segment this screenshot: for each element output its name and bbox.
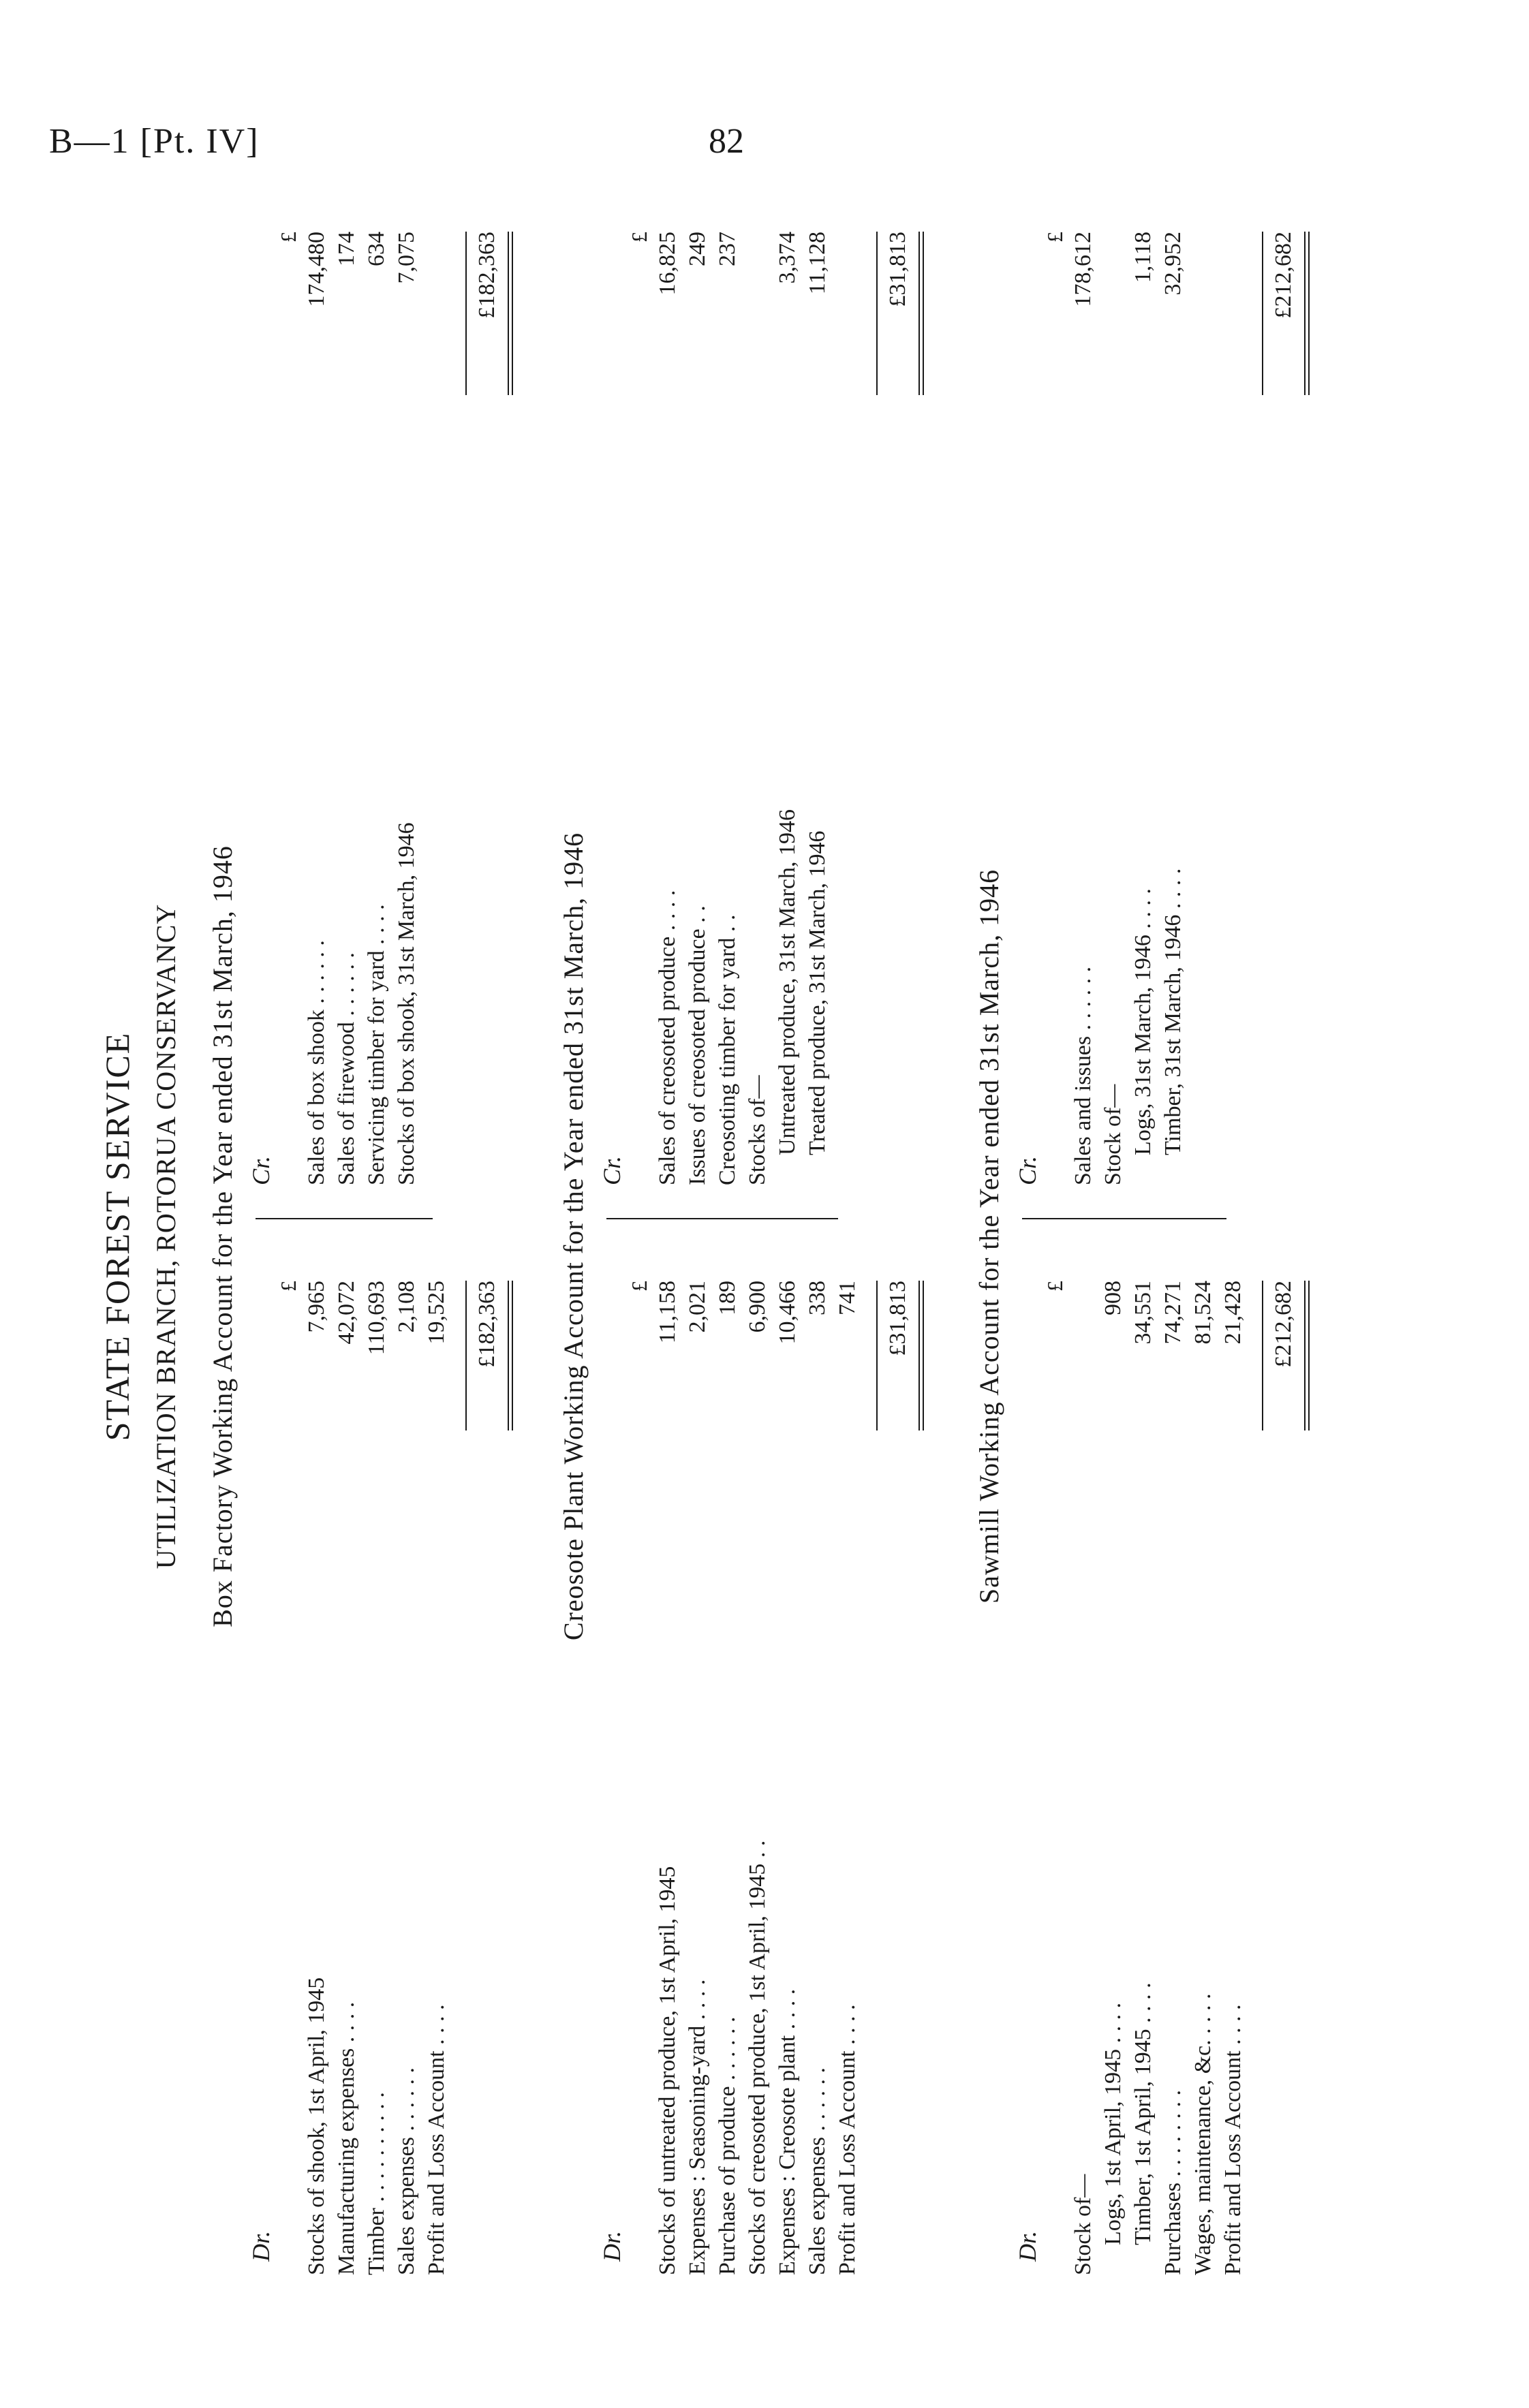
row-label: Stocks of creosoted produce, 1st April, 1945 . . xyxy=(745,1840,770,2275)
row-amount: 81,524 xyxy=(1190,1281,1216,1345)
row-amount: 10,466 xyxy=(775,1281,800,1345)
row-label: Logs, 31st March, 1946 . . . . xyxy=(1130,888,1156,1155)
total-amount: £31,813 xyxy=(885,1281,910,1356)
ledger-row xyxy=(713,1240,743,2275)
row-label: Purchases . . . . . . . . xyxy=(1160,2090,1186,2275)
ledger-row xyxy=(1128,1240,1158,2275)
row-label: Treated produce, 31st March, 1946 xyxy=(805,830,830,1155)
total-amount: £212,682 xyxy=(1271,232,1296,319)
row-label: Profit and Loss Account . . . . xyxy=(835,2004,860,2275)
credit-total xyxy=(1255,232,1310,395)
page-number: 82 xyxy=(709,122,744,161)
currency-heading: £ xyxy=(1042,232,1067,243)
row-amount: 2,021 xyxy=(685,1281,710,1333)
row-amount: 16,825 xyxy=(655,232,680,296)
row-label: Timber . . . . . . . . . . xyxy=(364,2092,389,2275)
row-amount: 42,072 xyxy=(334,1281,359,1345)
section-title: Creosote Plant Working Account for the Year ended 31st March, 1946 xyxy=(558,832,589,1641)
page-reference: B—1 [Pt. IV] xyxy=(49,122,260,161)
row-amount: 6,900 xyxy=(745,1281,770,1333)
ledger-row xyxy=(743,1240,773,2275)
ledger-row xyxy=(1068,198,1098,1185)
row-amount: 110,693 xyxy=(364,1281,389,1356)
ledger-row xyxy=(833,1240,863,2275)
row-label: Wages, maintenance, &c. . . . . xyxy=(1190,1993,1216,2275)
row-label: Sales expenses . . . . . . xyxy=(805,2067,830,2275)
row-amount: 32,952 xyxy=(1160,232,1186,296)
ledger-row xyxy=(1158,1240,1188,2275)
row-amount: 338 xyxy=(805,1281,830,1315)
row-label: Sales expenses . . . . . . xyxy=(394,2067,419,2275)
credit-total xyxy=(869,232,924,395)
ledger-row xyxy=(1128,198,1158,1185)
debit-total xyxy=(459,1281,513,1430)
ledger-row xyxy=(1098,198,1128,1185)
total-amount: £182,363 xyxy=(474,232,499,319)
currency-heading: £ xyxy=(627,1281,651,1292)
debit-total xyxy=(1255,1281,1310,1430)
row-label: Timber, 31st March, 1946 . . . . xyxy=(1160,868,1186,1155)
ledger-row xyxy=(422,1240,452,2275)
total-amount: £182,363 xyxy=(474,1281,499,1368)
row-amount: 34,551 xyxy=(1130,1281,1156,1345)
row-amount: 174,480 xyxy=(304,232,329,307)
rotated-page-content xyxy=(89,170,1296,2302)
ledger-row xyxy=(773,198,803,1185)
row-amount: 11,158 xyxy=(655,1281,680,1344)
ledger-row xyxy=(1218,1240,1248,2275)
ledger-row xyxy=(683,198,713,1185)
total-amount: £212,682 xyxy=(1271,1281,1296,1368)
row-amount: 634 xyxy=(364,232,389,266)
row-label: Sales of firewood . . . . . . xyxy=(334,952,359,1185)
currency-heading: £ xyxy=(627,232,651,243)
row-amount: 19,525 xyxy=(424,1281,449,1345)
ledger-row xyxy=(1068,1240,1098,2275)
row-label: Untreated produce, 31st March, 1946 xyxy=(775,809,800,1155)
ledger-row xyxy=(743,198,773,1185)
row-label: Stocks of untreated produce, 1st April, 1945 xyxy=(655,1866,680,2275)
credit-total xyxy=(459,232,513,395)
row-amount: 741 xyxy=(835,1281,860,1315)
ledger-row xyxy=(362,198,392,1185)
row-amount: 174 xyxy=(334,232,359,266)
document-title: STATE FOREST SERVICE xyxy=(98,1031,136,1441)
row-amount: 7,075 xyxy=(394,232,419,284)
section-title: Box Factory Working Account for the Year ended 31st March, 1946 xyxy=(207,845,238,1627)
row-amount: 249 xyxy=(685,232,710,266)
row-amount: 189 xyxy=(715,1281,740,1315)
row-label: Sales of creosoted produce . . . . xyxy=(655,890,680,1185)
ledger-row xyxy=(302,198,332,1185)
ledger-row xyxy=(1188,1240,1218,2275)
ledger-row xyxy=(713,198,743,1185)
row-label: Sales of box shook . . . . . . xyxy=(304,940,329,1185)
box-factory-account xyxy=(208,170,508,2302)
row-label: Timber, 1st April, 1945 . . . . xyxy=(1130,1982,1156,2245)
ledger-row xyxy=(683,1240,713,2275)
row-label: Logs, 1st April, 1945 . . . . xyxy=(1100,2002,1126,2245)
row-label: Issues of creosoted produce . . xyxy=(685,905,710,1185)
row-amount: 74,271 xyxy=(1160,1281,1186,1345)
ledger-row xyxy=(653,1240,683,2275)
ledger-row xyxy=(1158,198,1188,1185)
row-label: Creosoting timber for yard . . xyxy=(715,914,740,1185)
row-amount: 7,965 xyxy=(304,1281,329,1333)
ledger-row xyxy=(392,198,422,1185)
section-title: Sawmill Working Account for the Year ended 31st March, 1946 xyxy=(974,869,1004,1604)
row-label: Stock of— xyxy=(1100,1084,1126,1185)
credit-heading: Cr. xyxy=(598,1155,626,1185)
creosote-plant-account xyxy=(559,170,927,2302)
ledger-row xyxy=(773,1240,803,2275)
ledger-row xyxy=(332,198,362,1185)
credit-heading: Cr. xyxy=(247,1155,275,1185)
row-label: Purchase of produce . . . . . . xyxy=(715,2016,740,2275)
column-divider xyxy=(1022,1218,1226,1219)
column-divider xyxy=(256,1218,433,1219)
row-label: Stocks of— xyxy=(745,1075,770,1185)
credit-heading: Cr. xyxy=(1014,1155,1041,1185)
row-label: Expenses : Creosote plant . . . . xyxy=(775,1988,800,2275)
ledger-row xyxy=(1098,1240,1128,2275)
currency-heading: £ xyxy=(276,232,300,243)
row-label: Profit and Loss Account . . . . xyxy=(1220,2004,1246,2275)
column-divider xyxy=(606,1218,838,1219)
row-amount: 2,108 xyxy=(394,1281,419,1333)
ledger-row xyxy=(803,1240,833,2275)
ledger-row xyxy=(362,1240,392,2275)
row-amount: 178,612 xyxy=(1070,232,1096,307)
ledger-row xyxy=(392,1240,422,2275)
row-amount: 908 xyxy=(1100,1281,1126,1315)
row-amount: 11,128 xyxy=(805,232,830,295)
currency-heading: £ xyxy=(276,1281,300,1292)
total-amount: £31,813 xyxy=(885,232,910,307)
row-label: Expenses : Seasoning-yard . . . . xyxy=(685,1979,710,2275)
row-label: Stocks of box shook, 31st March, 1946 xyxy=(394,822,419,1185)
row-amount: 21,428 xyxy=(1220,1281,1246,1345)
row-amount: 1,118 xyxy=(1130,232,1156,283)
ledger-row xyxy=(653,198,683,1185)
debit-heading: Dr. xyxy=(598,2230,626,2262)
ledger-row xyxy=(302,1240,332,2275)
debit-total xyxy=(869,1281,924,1430)
row-label: Sales and issues . . . . . . xyxy=(1070,966,1096,1185)
row-label: Manufacturing expenses . . . . xyxy=(334,2001,359,2275)
document-subtitle: UTILIZATION BRANCH, ROTORUA CONSERVANCY xyxy=(151,903,181,1569)
debit-heading: Dr. xyxy=(1014,2230,1041,2262)
row-label: Stocks of shook, 1st April, 1945 xyxy=(304,1977,329,2275)
row-amount: 3,374 xyxy=(775,232,800,284)
row-label: Stock of— xyxy=(1070,2174,1096,2275)
row-label: Profit and Loss Account . . . . xyxy=(424,2004,449,2275)
ledger-row xyxy=(803,198,833,1185)
row-label: Servicing timber for yard . . . . xyxy=(364,904,389,1185)
ledger-row xyxy=(332,1240,362,2275)
row-amount: 237 xyxy=(715,232,740,266)
debit-heading: Dr. xyxy=(247,2230,275,2262)
sawmill-account xyxy=(974,170,1296,2302)
currency-heading: £ xyxy=(1042,1281,1067,1292)
